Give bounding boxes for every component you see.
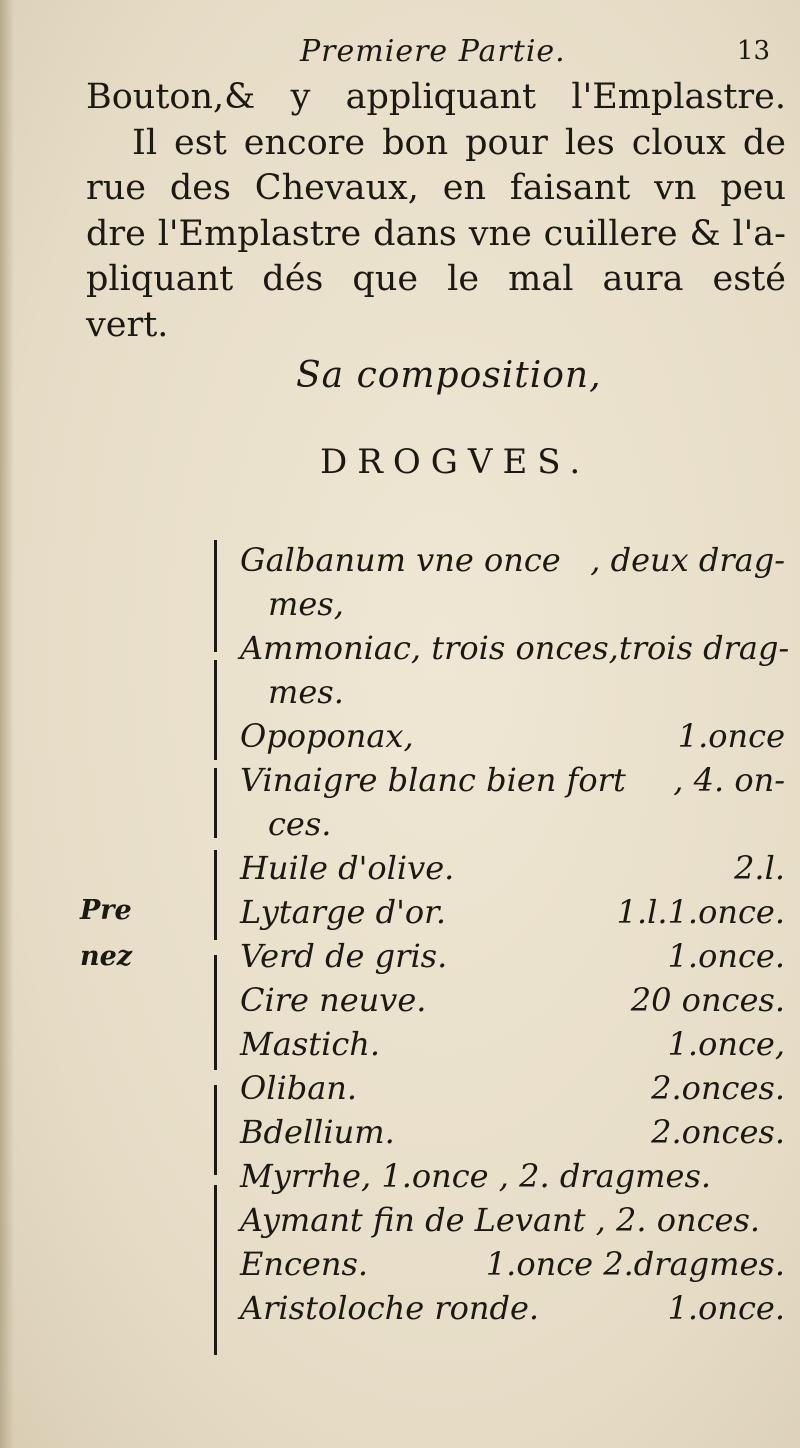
body-line: dre l'Emplastre dans vne cuillere & l'a-: [86, 213, 786, 254]
ingredient-continuation: mes,: [268, 585, 344, 623]
margin-note-line: nez: [80, 941, 133, 972]
ingredient-name: Aymant fin de Levant , 2. onces.: [240, 1201, 761, 1239]
body-line: vert.: [86, 304, 169, 345]
running-title: Premiere Partie.: [300, 34, 566, 69]
ingredient-name: Opoponax,: [240, 717, 414, 755]
ingredient-name: Ammoniac, trois onces,trois drag-: [240, 629, 790, 667]
ingredient-name: Bdellium.: [240, 1113, 395, 1151]
bracket-line: [214, 850, 217, 940]
ingredient-row: [240, 1110, 785, 1154]
ingredient-quantity: 20 onces.: [630, 981, 785, 1019]
body-line: Il est encore bon pour les cloux de: [132, 122, 786, 163]
ingredient-continuation: ces.: [268, 805, 332, 843]
ingredient-quantity: , 4. on-: [673, 761, 785, 799]
ingredient-row: [240, 758, 785, 802]
ingredient-quantity: 1.once 2.dragmes.: [485, 1245, 785, 1283]
ingredient-row: [240, 1198, 785, 1242]
ingredient-quantity: 2.onces.: [651, 1113, 785, 1151]
ingredient-name: Lytarge d'or.: [240, 893, 447, 931]
bracket-line: [214, 540, 217, 652]
ingredient-row: [240, 1066, 785, 1110]
bracket-line: [214, 1085, 217, 1175]
ingredient-continuation: mes.: [268, 673, 344, 711]
bracket-line: [214, 660, 217, 760]
ingredient-row: [240, 1242, 785, 1286]
ingredient-continuation-row: [240, 802, 785, 846]
ingredient-list: [240, 538, 790, 1330]
ingredient-row: [240, 714, 785, 758]
body-line: Bouton,& y appliquant l'Emplastre.: [86, 77, 786, 117]
ingredient-row: [240, 1022, 785, 1066]
ingredient-name: Verd de gris.: [240, 937, 448, 975]
drugs-heading: DROGVES.: [320, 442, 591, 482]
ingredient-quantity: 1.once: [677, 717, 785, 755]
ingredient-row: [240, 846, 785, 890]
page-gutter-shadow: [0, 0, 14, 1448]
ingredient-name: Huile d'olive.: [240, 849, 455, 887]
ingredient-row: [240, 978, 785, 1022]
ingredient-row: [240, 934, 785, 978]
ingredient-quantity: 1.l.1.once.: [616, 893, 785, 931]
ingredient-name: Aristoloche ronde.: [240, 1289, 540, 1327]
ingredient-row: [240, 538, 785, 582]
ingredient-name: Encens.: [240, 1245, 369, 1283]
body-paragraph: [86, 75, 786, 348]
ingredient-continuation-row: [240, 582, 785, 626]
bracket-line: [214, 1185, 217, 1355]
ingredient-continuation-row: [240, 670, 785, 714]
ingredient-name: Galbanum vne once: [240, 541, 561, 579]
ingredient-row: [240, 1154, 785, 1198]
ingredient-row: [240, 890, 785, 934]
page-header: [300, 34, 770, 74]
ingredient-row: [240, 1286, 785, 1330]
bracket-line: [214, 955, 217, 1070]
ingredient-quantity: 1.once,: [667, 1025, 785, 1063]
page-number: 13: [736, 36, 770, 66]
margin-note: [80, 888, 132, 980]
ingredient-quantity: 2.l.: [734, 849, 785, 887]
ingredient-quantity: 1.once.: [667, 937, 785, 975]
ingredient-name: Vinaigre blanc bien fort: [240, 761, 626, 799]
margin-note-line: Pre: [80, 895, 132, 926]
ingredient-name: Myrrhe, 1.once , 2. dragmes.: [240, 1157, 712, 1195]
section-title: Sa composition,: [296, 355, 602, 396]
ingredient-quantity: 1.once.: [667, 1289, 785, 1327]
body-line: pliquant dés que le mal aura esté: [86, 259, 786, 299]
bracket-line: [214, 768, 217, 838]
ingredient-quantity: , deux drag-: [590, 541, 785, 579]
ingredient-name: Cire neuve.: [240, 981, 427, 1019]
ingredient-name: Mastich.: [240, 1025, 381, 1063]
ingredient-row: [240, 626, 790, 670]
ingredient-quantity: 2.onces.: [651, 1069, 785, 1107]
body-line: rue des Chevaux, en faisant vn peu: [86, 168, 786, 208]
ingredient-name: Oliban.: [240, 1069, 358, 1107]
